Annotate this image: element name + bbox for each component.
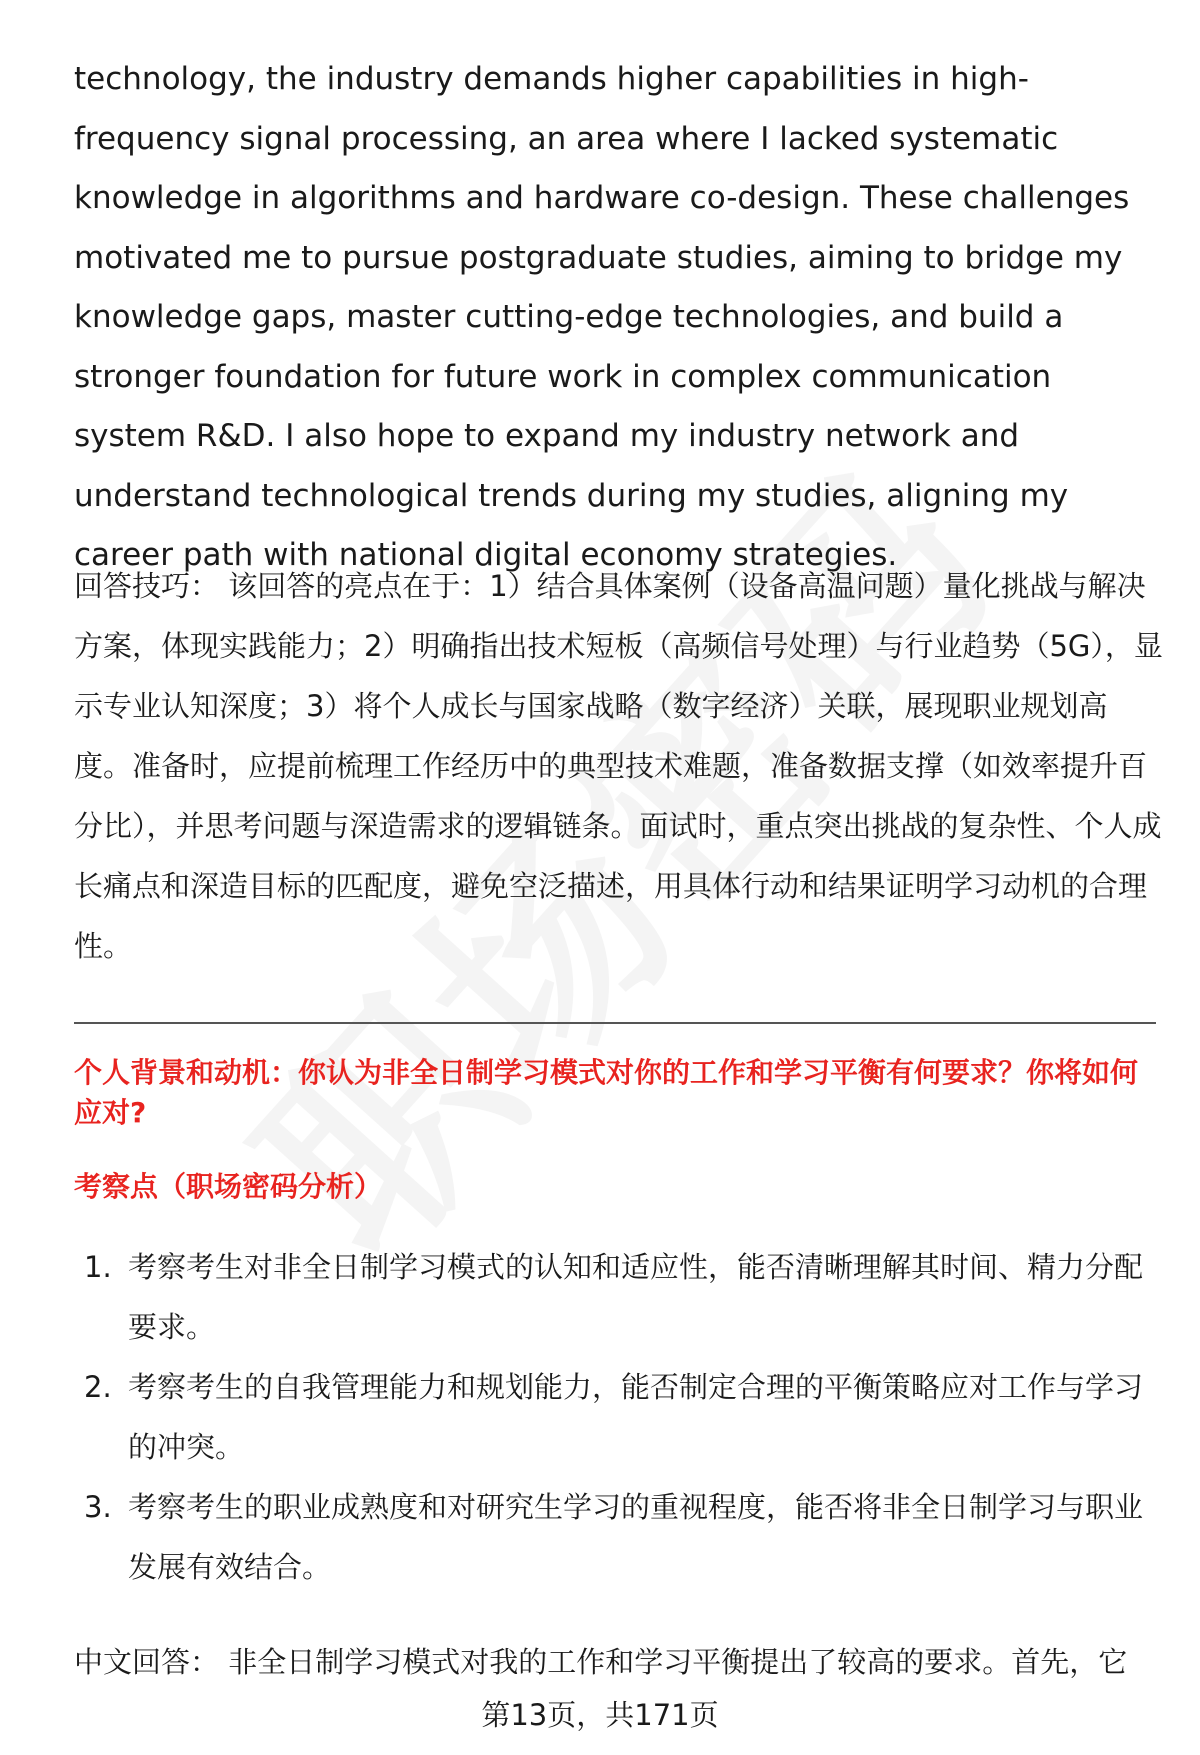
answer-tip-paragraph: 回答技巧： 该回答的亮点在于：1）结合具体案例（设备高温问题）量化挑战与解决方案，体现实践能力；2）明确指出技术短板（高频信号处理）与行业趋势（5G），显示专业认知深度；3）将个人成长与国家战略（数字经济）关联，展现职业规划高度。准备时，应提前梳理工作经历中的典型技术难题，准备数据支撑（如效率提升百分比），并思考问题与深造需求的逻辑链条。面试时，重点突出挑战的复杂性、个人成长痛点和深造目标的匹配度，避免空泛描述，用具体行动和结果证明学习动机的合理性。 [74,569,1163,963]
english-answer-paragraph: technology, the industry demands higher capabilities in high-frequency signal processing, an area where I lacked systematic knowledge in algorithms and hardware co-design. These challenges motivated me to pursue postgraduate studies, aiming to bridge my knowledge gaps, master cutting-edge technologies, and build a stronger foundation for future work in complex communication system R&D. I also hope to expand my industry network and understand technological trends during my studies, aligning my career path with national digital economy strategies. [74,61,1130,573]
assessment-points-list [74,1237,1164,1597]
list-item-text: 考察考生对非全日制学习模式的认知和适应性，能否清晰理解其时间、精力分配要求。 [128,1250,1144,1344]
list-item-text: 考察考生的自我管理能力和规划能力，能否制定合理的平衡策略应对工作与学习的冲突。 [128,1370,1144,1464]
assessment-points-title: 考察点（职场密码分析） [74,1170,383,1203]
question-heading: 个人背景和动机：你认为非全日制学习模式对你的工作和学习平衡有何要求？你将如何应对? [74,1056,1139,1129]
page-footer: 第13页，共171页 [481,1698,719,1732]
list-item-number: 2. [84,1370,112,1404]
list-item [74,1237,1164,1357]
list-item [74,1357,1164,1477]
section-divider [74,1022,1156,1024]
list-item-text: 考察考生的职业成熟度和对研究生学习的重视程度，能否将非全日制学习与职业发展有效结合。 [128,1490,1144,1584]
list-item-number: 1. [84,1250,112,1284]
list-item-number: 3. [84,1490,112,1524]
list-item [74,1477,1164,1597]
chinese-answer-start: 中文回答： 非全日制学习模式对我的工作和学习平衡提出了较高的要求。首先，它 [74,1645,1128,1679]
